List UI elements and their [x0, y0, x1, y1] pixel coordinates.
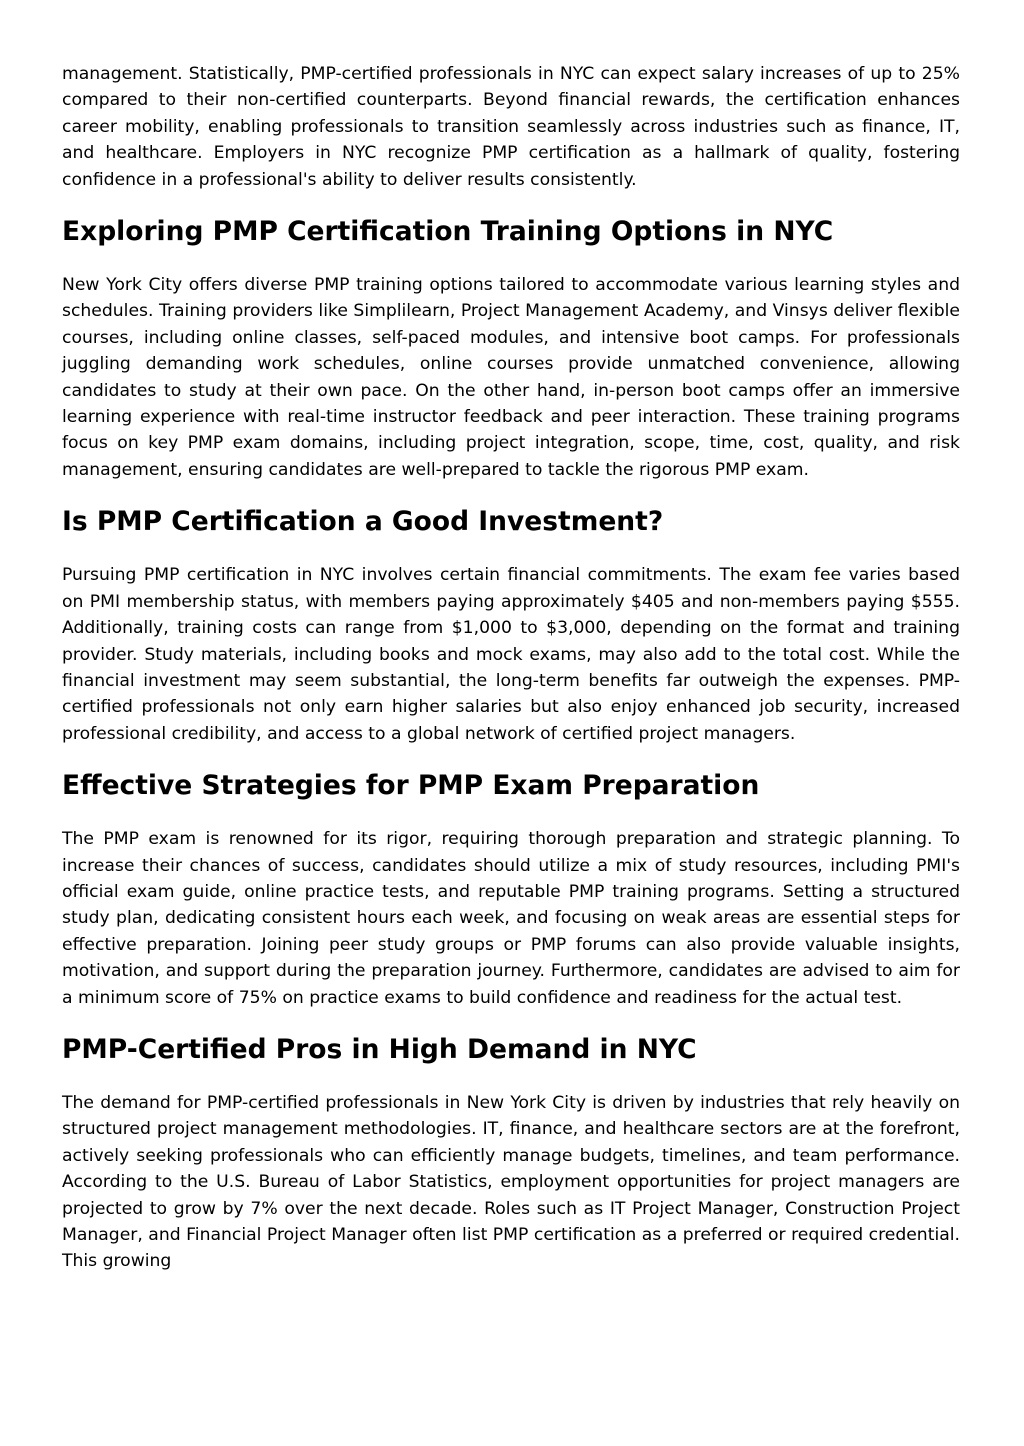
section-paragraph-training-options: New York City offers diverse PMP training options tailored to accommodate various learning styles and schedules. Training providers like Simplilearn, Project Management Academy, and Vinsys deliver flexible courses, including online classes, self-paced modules, and intensive boot camps. For professionals juggling demanding work schedules, online courses provide unmatched convenience, allowing candidates to study at their own pace. On the other hand, in-person boot camps offer an immersive learning experience with real-time instructor feedback and peer interaction. These training programs focus on key PMP exam domains, including project integration, scope, time, cost, quality, and risk management, ensuring candidates are well-prepared to tackle the rigorous PMP exam.: [62, 275, 960, 480]
intro-paragraph: management. Statistically, PMP-certified professionals in NYC can expect salary increases of up to 25% compared to their non-certified counterparts. Beyond financial rewards, the certification enhances career mobility, enabling professionals to transition seamlessly across industries such as finance, IT, and healthcare. Employers in NYC recognize PMP certification as a hallmark of quality, fostering confidence in a professional's ability to deliver results consistently.: [62, 64, 960, 190]
section-paragraph-investment: Pursuing PMP certification in NYC involves certain financial commitments. The exam fee varies based on PMI membership status, with members paying approximately $405 and non-members paying $555. Additionally, training costs can range from $1,000 to $3,000, depending on the format and training provider. Study materials, including books and mock exams, may also add to the total cost. While the financial investment may seem substantial, the long-term benefits far outweigh the expenses. PMP-certified professionals not only earn higher salaries but also enjoy enhanced job security, increased professional credibility, and access to a global network of certified project managers.: [62, 565, 960, 744]
section-heading-exam-preparation: Effective Strategies for PMP Exam Preparation: [62, 770, 760, 802]
section-paragraph-high-demand: The demand for PMP-certified professionals in New York City is driven by industries that rely heavily on structured project management methodologies. IT, finance, and healthcare sectors are at the forefront, actively seeking professionals who can efficiently manage budgets, timelines, and team performance. According to the U.S. Bureau of Labor Statistics, employment opportunities for project managers are projected to grow by 7% over the next decade. Roles such as IT Project Manager, Construction Project Manager, and Financial Project Manager often list PMP certification as a preferred or required credential. This growing: [62, 1092, 960, 1272]
section-heading-high-demand: PMP-Certified Pros in High Demand in NYC: [62, 1033, 697, 1065]
section-paragraph-exam-preparation: The PMP exam is renowned for its rigor, requiring thorough preparation and strategic planning. To increase their chances of success, candidates should utilize a mix of study resources, including PMI's official exam guide, online practice tests, and reputable PMP training programs. Setting a structured study plan, dedicating consistent hours each week, and focusing on weak areas are essential steps for effective preparation. Joining peer study groups or PMP forums can also provide valuable insights, motivation, and support during the preparation journey. Furthermore, candidates are advised to aim for a minimum score of 75% on practice exams to build confidence and readiness for the actual test.: [62, 829, 960, 1008]
document-page: [62, 61, 960, 1275]
section-heading-training-options: Exploring PMP Certification Training Options in NYC: [62, 216, 834, 248]
section-heading-investment: Is PMP Certification a Good Investment?: [62, 506, 664, 538]
